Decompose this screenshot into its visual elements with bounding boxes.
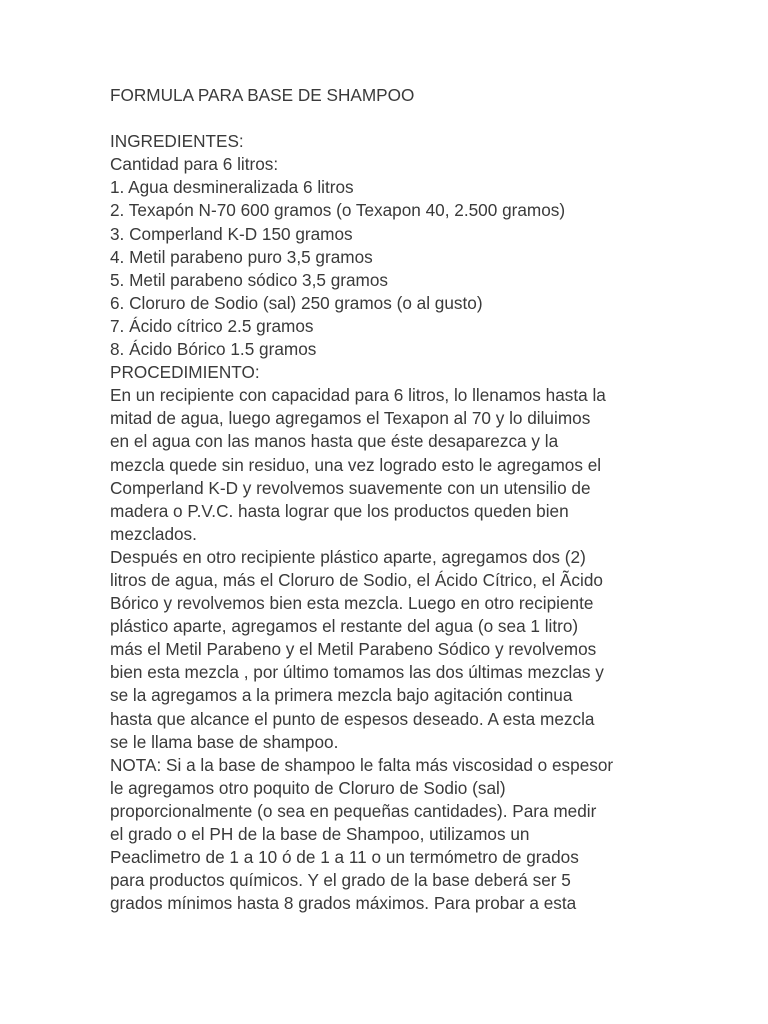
note-line: NOTA: Si a la base de shampoo le falta más viscosidad o espesor bbox=[110, 754, 614, 775]
procedure-line: madera o P.V.C. hasta lograr que los productos queden bien bbox=[110, 500, 569, 521]
procedure-line: bien esta mezcla , por último tomamos las dos últimas mezclas y bbox=[110, 662, 604, 683]
ingredients-list bbox=[110, 176, 670, 361]
ingredient-item: 8. Ácido Bórico 1.5 gramos bbox=[110, 339, 317, 360]
note-line: proporcionalmente (o sea en pequeñas cantidades). Para medir bbox=[110, 800, 597, 821]
procedure-line: más el Metil Parabeno y el Metil Parabeno Sódico y revolvemos bbox=[110, 639, 597, 660]
ingredient-item: 2. Texapón N-70 600 gramos (o Texapon 40, 2.500 gramos) bbox=[110, 200, 566, 221]
procedure-line: hasta que alcance el punto de espesos deseado. A esta mezcla bbox=[110, 708, 595, 729]
procedure-line: plástico aparte, agregamos el restante del agua (o sea 1 litro) bbox=[110, 616, 579, 637]
note-text bbox=[110, 754, 670, 916]
procedure-text bbox=[110, 384, 670, 754]
procedure-line: Bórico y revolvemos bien esta mezcla. Luego en otro recipiente bbox=[110, 593, 594, 614]
procedure-line: En un recipiente con capacidad para 6 litros, lo llenamos hasta la bbox=[110, 385, 606, 406]
document-page bbox=[110, 84, 670, 915]
note-line: el grado o el PH de la base de Shampoo, utilizamos un bbox=[110, 824, 530, 844]
note-line: le agregamos otro poquito de Cloruro de Sodio (sal) bbox=[110, 777, 506, 798]
ingredients-heading: INGREDIENTES: bbox=[110, 131, 244, 152]
note-line: para productos químicos. Y el grado de la base deberá ser 5 bbox=[110, 870, 571, 891]
procedure-line: mitad de agua, luego agregamos el Texapon al 70 y lo diluimos bbox=[110, 408, 591, 429]
procedure-line: litros de agua, más el Cloruro de Sodio, el Ácido Cítrico, el Ãcido bbox=[110, 569, 603, 590]
procedure-line: mezclados. bbox=[110, 523, 197, 544]
quantity-line: Cantidad para 6 litros: bbox=[110, 154, 279, 175]
procedure-line: mezcla quede sin residuo, una vez logrado esto le agregamos el bbox=[110, 454, 602, 475]
procedure-line: Después en otro recipiente plástico aparte, agregamos dos (2) bbox=[110, 546, 586, 567]
procedure-line: se la agregamos a la primera mezcla bajo agitación continua bbox=[110, 685, 573, 706]
procedure-line: se le llama base de shampoo. bbox=[110, 731, 339, 752]
procedure-line: Comperland K-D y revolvemos suavemente con un utensilio de bbox=[110, 477, 591, 498]
note-line: Peaclimetro de 1 a 10 ó de 1 a 11 o un termómetro de grados bbox=[110, 847, 579, 868]
document-title: FORMULA PARA BASE DE SHAMPOO bbox=[110, 85, 415, 105]
ingredient-item: 4. Metil parabeno puro 3,5 gramos bbox=[110, 246, 373, 267]
title-spacer bbox=[110, 107, 670, 130]
ingredient-item: 6. Cloruro de Sodio (sal) 250 gramos (o al gusto) bbox=[110, 292, 483, 313]
procedure-heading: PROCEDIMIENTO: bbox=[110, 362, 260, 383]
procedure-line: en el agua con las manos hasta que éste desaparezca y la bbox=[110, 431, 559, 452]
ingredient-item: 5. Metil parabeno sódico 3,5 gramos bbox=[110, 269, 389, 290]
ingredient-item: 7. Ácido cítrico 2.5 gramos bbox=[110, 315, 314, 336]
note-line: grados mínimos hasta 8 grados máximos. Para probar a esta bbox=[110, 893, 577, 914]
ingredient-item: 1. Agua desmineralizada 6 litros bbox=[110, 177, 354, 198]
ingredient-item: 3. Comperland K-D 150 gramos bbox=[110, 223, 353, 244]
